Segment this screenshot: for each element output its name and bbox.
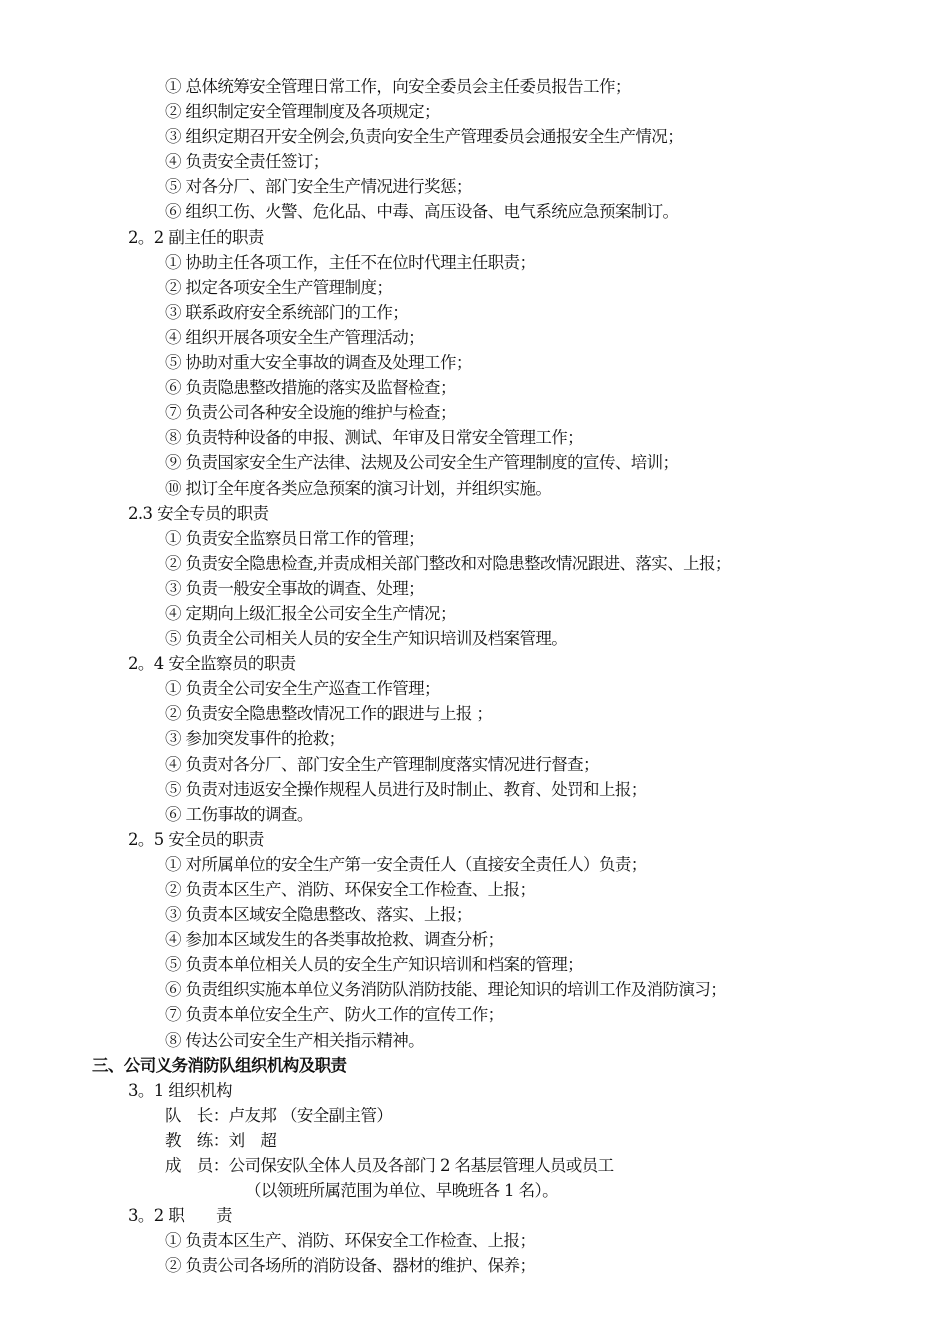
list-item: 队 长：卢友邦 （安全副主管） <box>165 1105 393 1125</box>
list-item: ⑥ 负责组织实施本单位义务消防队消防技能、理论知识的培训工作及消防演习； <box>165 980 727 1000</box>
list-item: ⑤ 协助对重大安全事故的调查及处理工作； <box>165 353 472 373</box>
list-item: ⑩ 拟订全年度各类应急预案的演习计划，并组织实施。 <box>165 478 552 498</box>
list-item: ① 对所属单位的安全生产第一安全责任人（直接安全责任人）负责； <box>165 854 647 874</box>
list-item: ⑧ 负责特种设备的申报、测试、年审及日常安全管理工作； <box>165 428 584 448</box>
list-item: 成 员：公司保安队全体人员及各部门 2 名基层管理人员或员工 <box>165 1156 614 1176</box>
list-item: ③ 负责本区域安全隐患整改、落实、上报； <box>165 905 472 925</box>
list-item: ⑦ 负责本单位安全生产、防火工作的宣传工作； <box>165 1005 504 1025</box>
subsection-heading: 2.3 安全专员的职责 <box>128 503 269 523</box>
list-item: ① 总体统筹安全管理日常工作，向安全委员会主任委员报告工作； <box>165 77 631 96</box>
subsection-heading: 2。4 安全监察员的职责 <box>128 654 296 674</box>
list-item: ⑨ 负责国家安全生产法律、法规及公司安全生产管理制度的宣传、培训； <box>165 453 679 473</box>
list-item: ③ 参加突发事件的抢救； <box>165 729 345 749</box>
document-body <box>0 74 950 1279</box>
list-item: ① 协助主任各项工作，主任不在位时代理主任职责； <box>165 252 536 272</box>
list-item: ⑥ 组织工伤、火警、危化品、中毒、高压设备、电气系统应急预案制订。 <box>165 202 679 222</box>
list-item: ⑧ 传达公司安全生产相关指示精神。 <box>165 1030 425 1050</box>
list-item: ④ 参加本区域发生的各类事故抢救、调查分析； <box>165 930 504 950</box>
list-item: ⑥ 工伤事故的调查。 <box>165 804 313 824</box>
list-item: 教 练：刘 超 <box>165 1130 277 1150</box>
section-heading: 三、公司义务消防队组织机构及职责 <box>92 1055 347 1075</box>
list-item: ③ 负责一般安全事故的调查、处理； <box>165 578 425 598</box>
subsection-heading: 3。1 组织机构 <box>128 1080 232 1100</box>
list-item: ⑤ 负责本单位相关人员的安全生产知识培训和档案的管理； <box>165 955 584 975</box>
list-item: ⑤ 对各分厂、部门安全生产情况进行奖惩； <box>165 177 472 197</box>
list-item: ① 负责全公司安全生产巡查工作管理； <box>165 679 440 699</box>
list-item: ⑦ 负责公司各种安全设施的维护与检查； <box>165 403 456 423</box>
list-item: ① 负责本区生产、消防、环保安全工作检查、上报； <box>165 1231 536 1251</box>
subsection-heading: 2。5 安全员的职责 <box>128 829 264 849</box>
list-item: ② 负责安全隐患整改情况工作的跟进与上报 ； <box>165 704 493 724</box>
list-item: ② 负责本区生产、消防、环保安全工作检查、上报； <box>165 880 536 899</box>
list-item: ③ 组织定期召开安全例会,负责向安全生产管理委员会通报安全生产情况； <box>165 127 684 147</box>
list-item: ② 拟定各项安全生产管理制度； <box>165 277 393 297</box>
list-item: ⑤ 负责对违返安全操作规程人员进行及时制止、教育、处罚和上报； <box>165 779 647 799</box>
list-item: ② 负责公司各场所的消防设备、器材的维护、保养； <box>165 1256 536 1276</box>
list-item: ③ 联系政府安全系统部门的工作； <box>165 302 409 322</box>
list-item: ⑤ 负责全公司相关人员的安全生产知识培训及档案管理。 <box>165 629 568 649</box>
continuation-line: （以领班所属范围为单位、早晚班各 1 名）。 <box>245 1181 559 1201</box>
subsection-heading: 3。2 职 责 <box>128 1206 232 1226</box>
list-item: ④ 组织开展各项安全生产管理活动； <box>165 327 425 347</box>
list-item: ④ 负责对各分厂、部门安全生产管理制度落实情况进行督查； <box>165 754 599 774</box>
list-item: ④ 定期向上级汇报全公司安全生产情况； <box>165 603 456 623</box>
subsection-heading: 2。2 副主任的职责 <box>128 227 264 247</box>
list-item: ① 负责安全监察员日常工作的管理； <box>165 528 425 548</box>
list-item: ② 组织制定安全管理制度及各项规定； <box>165 102 440 122</box>
list-item: ⑥ 负责隐患整改措施的落实及监督检查； <box>165 378 456 398</box>
list-item: ② 负责安全隐患检查,并责成相关部门整改和对隐患整改情况跟进、落实、上报； <box>165 553 731 573</box>
list-item: ④ 负责安全责任签订； <box>165 152 329 172</box>
